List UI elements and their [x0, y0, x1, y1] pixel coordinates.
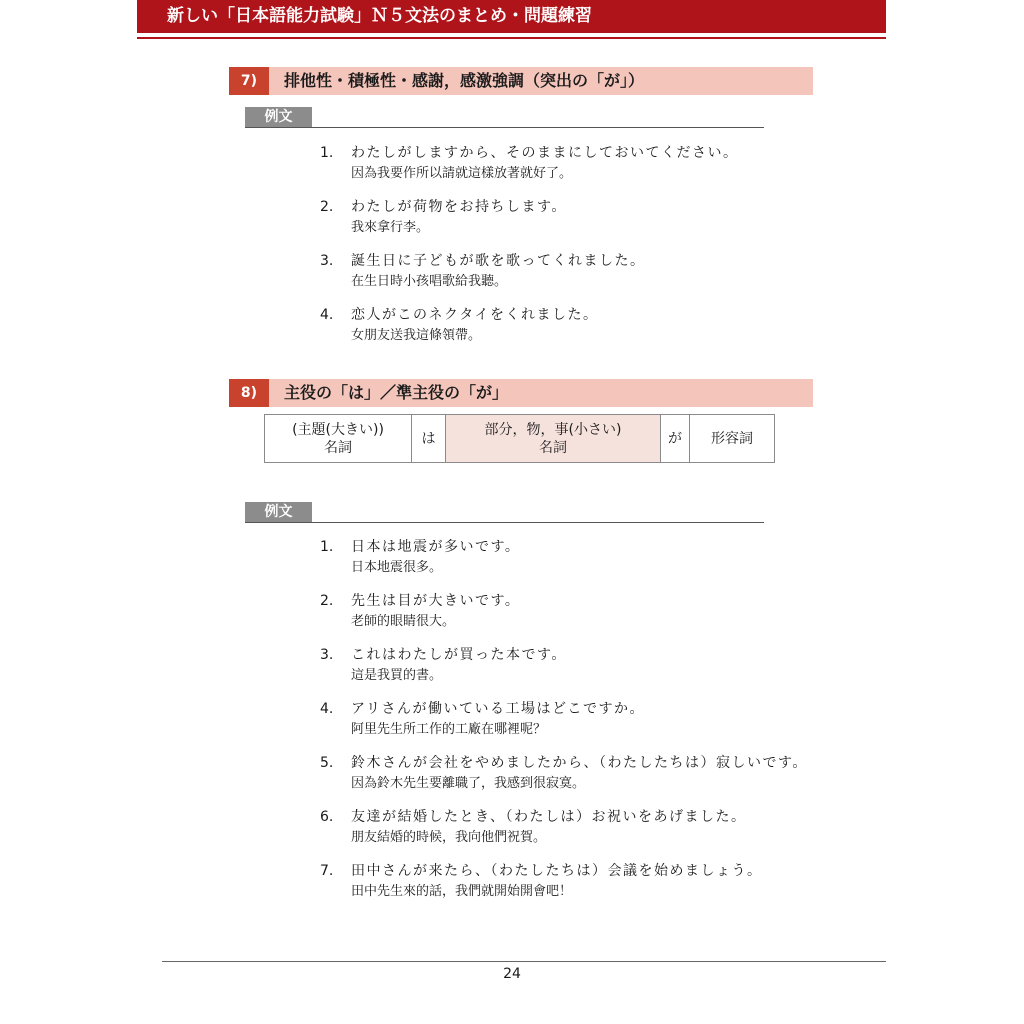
example-item: [320, 806, 820, 848]
example-japanese: わたしがしますから、そのままにしておいてください。: [351, 145, 739, 161]
example-number: 2.: [320, 593, 334, 609]
grammar-pattern-table: [264, 414, 775, 463]
section-7-examples: [320, 142, 820, 346]
part-noun-cell: [446, 415, 661, 463]
example-chinese: 我來拿行李。: [351, 220, 430, 235]
example-item: [320, 644, 820, 686]
page-number: 24: [503, 966, 521, 982]
example-number: 1.: [320, 145, 334, 161]
section-8-example-tab: 例文: [245, 502, 312, 523]
example-chinese: 女朋友送我這條領帶。: [351, 328, 482, 343]
part-label: 部分，物，事(小さい): [484, 421, 622, 438]
example-japanese: 鈴木さんが会社をやめましたから、（わたしたちは）寂しいです。: [351, 755, 808, 771]
topic-label: (主題(大きい)): [292, 421, 384, 438]
section-8-heading: [229, 379, 813, 407]
section-8-title: 主役の「は」／準主役の「が」: [284, 383, 509, 402]
wa-particle-cell: は: [412, 415, 446, 463]
section-7-title: 排他性・積極性・感謝，感激強調（突出の「が」）: [284, 71, 645, 90]
example-number: 1.: [320, 539, 334, 555]
example-japanese: これはわたしが買った本です。: [351, 647, 567, 663]
example-item: [320, 196, 820, 238]
example-item: [320, 860, 820, 902]
example-japanese: 誕生日に子どもが歌を歌ってくれました。: [351, 253, 646, 269]
page-header: [137, 0, 886, 33]
example-number: 3.: [320, 647, 334, 663]
header-divider: [137, 37, 886, 39]
example-chinese: 朋友結婚的時候，我向他們祝賀。: [351, 830, 547, 845]
adjective-cell: 形容詞: [690, 415, 775, 463]
part-noun-label: 名詞: [539, 439, 567, 456]
example-chinese: 因為鈴木先生要離職了，我感到很寂寞。: [351, 776, 586, 791]
example-item: [320, 536, 820, 578]
section-8-number: 8): [229, 379, 269, 407]
example-number: 5.: [320, 755, 334, 771]
example-japanese: 日本は地震が多いです。: [351, 539, 521, 555]
section-7-example-tab: 例文: [245, 107, 312, 128]
example-japanese: 先生は目が大きいです。: [351, 593, 521, 609]
example-number: 4.: [320, 307, 334, 323]
section-8-examples: [320, 536, 820, 902]
section-7-number: 7): [229, 67, 269, 95]
example-item: [320, 698, 820, 740]
section-7-example-rule: [245, 127, 764, 128]
example-number: 7.: [320, 863, 334, 879]
topic-noun-label: 名詞: [324, 439, 352, 456]
example-japanese: アリさんが働いている工場はどこですか。: [351, 701, 645, 717]
section-8-example-rule: [245, 522, 764, 523]
example-item: [320, 142, 820, 184]
example-japanese: 友達が結婚したとき、（わたしは）お祝いをあげました。: [351, 809, 747, 825]
example-chinese: 因為我要作所以請就這樣放著就好了。: [351, 166, 573, 181]
example-item: [320, 752, 820, 794]
example-chinese: 阿里先生所工作的工廠在哪裡呢？: [351, 722, 547, 737]
example-item: [320, 250, 820, 292]
example-japanese: わたしが荷物をお持ちします。: [351, 199, 567, 215]
example-chinese: 老師的眼睛很大。: [351, 614, 456, 629]
example-japanese: 恋人がこのネクタイをくれました。: [351, 307, 599, 323]
footer-divider: [162, 961, 886, 962]
example-chinese: 這是我買的書。: [351, 668, 443, 683]
example-chinese: 在生日時小孩唱歌給我聽。: [351, 274, 508, 289]
example-item: [320, 304, 820, 346]
example-number: 6.: [320, 809, 334, 825]
example-chinese: 日本地震很多。: [351, 560, 443, 575]
example-number: 4.: [320, 701, 334, 717]
example-number: 2.: [320, 199, 334, 215]
example-number: 3.: [320, 253, 334, 269]
ga-particle-cell: が: [661, 415, 690, 463]
example-chinese: 田中先生來的話，我們就開始開會吧！: [351, 884, 573, 899]
example-item: [320, 590, 820, 632]
header-title: 新しい「日本語能力試験」Ｎ５文法のまとめ・問題練習: [167, 6, 592, 26]
topic-noun-cell: [265, 415, 412, 463]
section-7-heading: [229, 67, 813, 95]
example-japanese: 田中さんが来たら、（わたしたちは）会議を始めましょう。: [351, 863, 763, 879]
